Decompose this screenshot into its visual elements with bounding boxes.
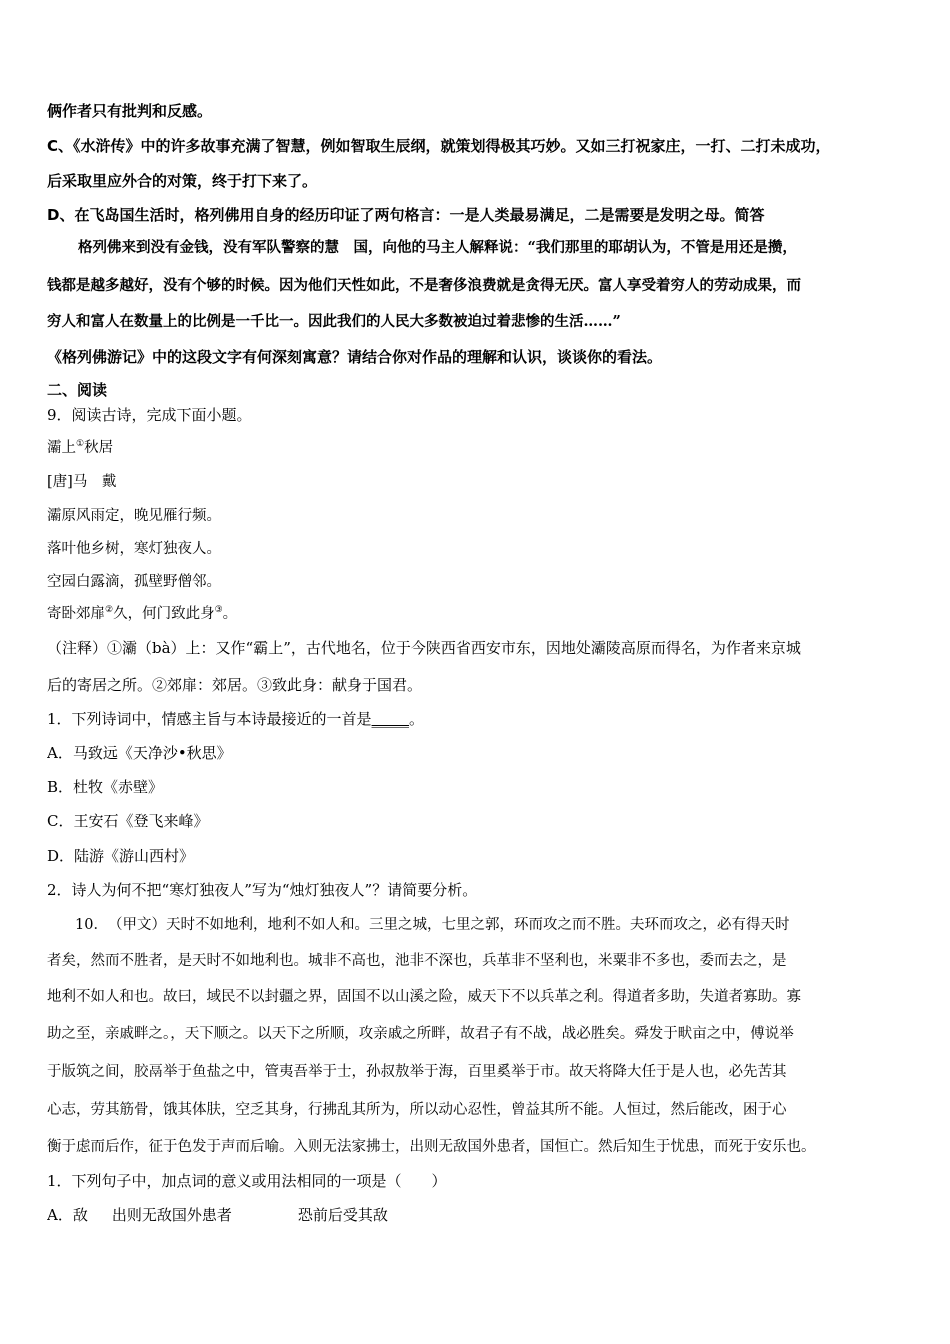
text-line-1: 俩作者只有批判和反感。 — [47, 102, 213, 120]
section-heading-reading: 二、阅读 — [47, 381, 108, 399]
option-c-line-1: C、《水浒传》中的许多故事充满了智慧，例如智取生辰纲，就策划得极其巧妙。又如三打祝家庄，一打、二打未成功， — [47, 137, 831, 155]
passage-line-2: 者矣，然而不胜者，是天时不如地利也。城非不高也，池非不深也，兵革非不坚利也，米粟非不多也，委而去之，是 — [47, 953, 787, 969]
excerpt-line-2: 钱都是越多越好，没有个够的时候。因为他们天性如此，不是奢侈浪费就是贪得无厌。富人享受着穷人的劳动成果，而 — [47, 277, 801, 294]
passage-line-3: 地利不如人和也。故曰，域民不以封疆之界，固国不以山溪之险，威天下不以兵革之利。得道者多助，失道者寡助。寡 — [47, 989, 801, 1005]
subquestion-1 — [47, 709, 914, 729]
poem-line-2: 落叶他乡树，寒灯独夜人。 — [47, 541, 221, 557]
choice-a[interactable]: A．马致远《天净沙•秋思》 — [47, 744, 232, 762]
subquestion-1-end: 。 — [409, 710, 425, 728]
question-10-sub-1: 1．下列句子中，加点词的意义或用法相同的一项是（ ） — [47, 1172, 447, 1190]
question-9-intro: 9．阅读古诗，完成下面小题。 — [47, 406, 252, 424]
excerpt-line-1: 格列佛来到没有金钱，没有军队警察的慧 国，向他的马主人解释说：“我们那里的耶胡认为，不管是用还是攒， — [78, 239, 797, 256]
passage-line-5: 于版筑之间，胶鬲举于鱼盐之中，管夷吾举于士，孙叔敖举于海，百里奚举于市。故天将降大任于是人也，必先苦其 — [47, 1064, 787, 1080]
footnote-mark-1: ① — [76, 439, 85, 450]
poem-line-4-a: 寄卧郊扉 — [47, 606, 105, 622]
footnote-mark-2: ② — [105, 605, 114, 616]
poem-line-4-b: 久，何门致此身 — [113, 606, 215, 622]
choice-a-label: A．敌 — [47, 1206, 88, 1224]
footnote-mark-3: ③ — [214, 605, 223, 616]
choice-d[interactable]: D．陆游《游山西村》 — [47, 847, 195, 865]
question-10-choice-a[interactable] — [47, 1205, 914, 1225]
poem-line-1: 灞原风雨定，晚见雁行频。 — [47, 508, 221, 524]
subquestion-1-text: 1．下列诗词中，情感主旨与本诗最接近的一首是 — [47, 710, 372, 728]
choice-b[interactable]: B．杜牧《赤壁》 — [47, 778, 164, 796]
choice-a-sentence-1: 出则无敌国外患者 — [111, 1206, 232, 1224]
poem-line-4-c: 。 — [222, 606, 238, 622]
subquestion-2: 2．诗人为何不把“寒灯独夜人”写为“烛灯独夜人”？请简要分析。 — [47, 881, 478, 899]
passage-line-7: 衡于虑而后作，征于色发于声而后喻。入则无法家拂士，出则无敌国外患者，国恒亡。然后知生于忧患，而死于安乐也。 — [47, 1139, 816, 1155]
poem-line-3: 空园白露滴，孤壁野僧邻。 — [47, 574, 221, 590]
annotation-line-2: 后的寄居之所。②郊扉：郊居。③致此身：献身于国君。 — [47, 676, 423, 694]
question-line: 《格列佛游记》中的这段文字有何深刻寓意？请结合你对作品的理解和认识，谈谈你的看法。 — [47, 348, 663, 366]
answer-blank[interactable]: _____ — [371, 710, 410, 728]
poem-line-4 — [47, 604, 914, 624]
annotation-line-1: （注释）①灞（bà）上：又作“霸上”，古代地名，位于今陕西省西安市东，因地处灞陵高原而得名，为作者来京城 — [47, 639, 801, 657]
poem-title — [47, 438, 914, 458]
passage-line-1: 10． （甲文）天时不如地利，地利不如人和。三里之城，七里之郭，环而攻之而不胜。夫环而攻之，必有得天时 — [75, 917, 790, 933]
poem-author: [唐]马 戴 — [47, 474, 117, 490]
passage-line-4: 助之至，亲戚畔之。，天下顺之。以天下之所顺，攻亲戚之所畔，故君子有不战，战必胜矣。舜发于畎亩之中，傅说举 — [47, 1026, 794, 1042]
choice-c[interactable]: C．王安石《登飞来峰》 — [47, 812, 209, 830]
passage-line-6: 心志，劳其筋骨，饿其体肤，空乏其身，行拂乱其所为，所以动心忍性，曾益其所不能。人恒过，然后能改，困于心 — [47, 1102, 787, 1118]
excerpt-line-3: 穷人和富人在数量上的比例是一千比一。因此我们的人民大多数被迫过着悲惨的生活……” — [47, 313, 621, 330]
choice-a-sentence-2: 恐前后受其敌 — [297, 1206, 388, 1224]
poem-title-a: 灞上 — [47, 440, 76, 456]
option-c-line-2: 后采取里应外合的对策，终于打下来了。 — [47, 172, 318, 190]
poem-title-b: 秋居 — [84, 440, 114, 456]
option-d-line: D、在飞岛国生活时，格列佛用自身的经历印证了两句格言：一是人类最易满足，二是需要是发明之母。简答 — [47, 206, 765, 224]
